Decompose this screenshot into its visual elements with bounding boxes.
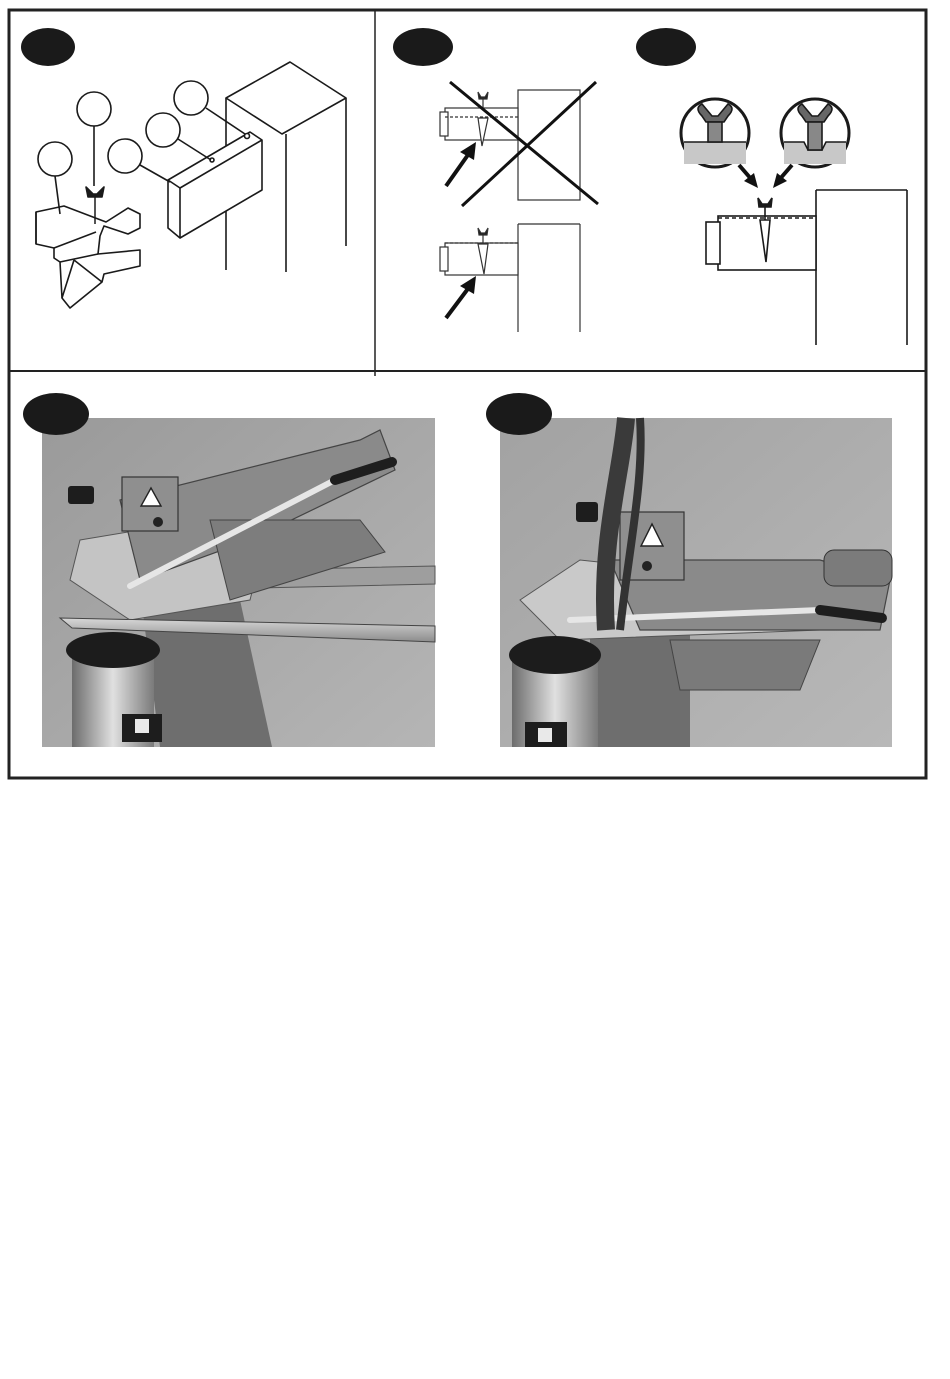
step-badge <box>23 393 89 435</box>
arrow-icon <box>446 142 476 186</box>
exploded-assembly-drawing <box>36 62 346 308</box>
zoom-circle-right <box>781 99 849 167</box>
panel-bottom-left <box>23 393 435 747</box>
panel-bottom-right <box>486 393 892 747</box>
step-badge <box>393 28 453 66</box>
callout-5 <box>174 81 245 134</box>
step-badge <box>486 393 552 435</box>
arrow-icon <box>446 276 476 318</box>
panel-top-right <box>636 28 907 345</box>
wing-nut-detail <box>681 99 907 345</box>
callout-1 <box>38 142 72 214</box>
callout-4 <box>146 113 211 160</box>
step-badge <box>21 28 75 66</box>
wing-nut-icon <box>478 228 488 244</box>
photo-splitter-lifted-by-strap <box>500 418 892 747</box>
photo-splitter-on-forklift-forks <box>42 418 435 747</box>
arrow-icon <box>739 165 758 188</box>
arrow-icon <box>773 165 792 188</box>
step-badge <box>636 28 696 66</box>
correct-mounting-drawing <box>440 224 580 332</box>
zoom-circle-left <box>681 99 749 167</box>
panel-top-left <box>21 28 346 308</box>
callout-2 <box>77 92 111 186</box>
wrong-mounting-drawing <box>440 82 598 206</box>
panel-top-middle <box>393 28 598 332</box>
